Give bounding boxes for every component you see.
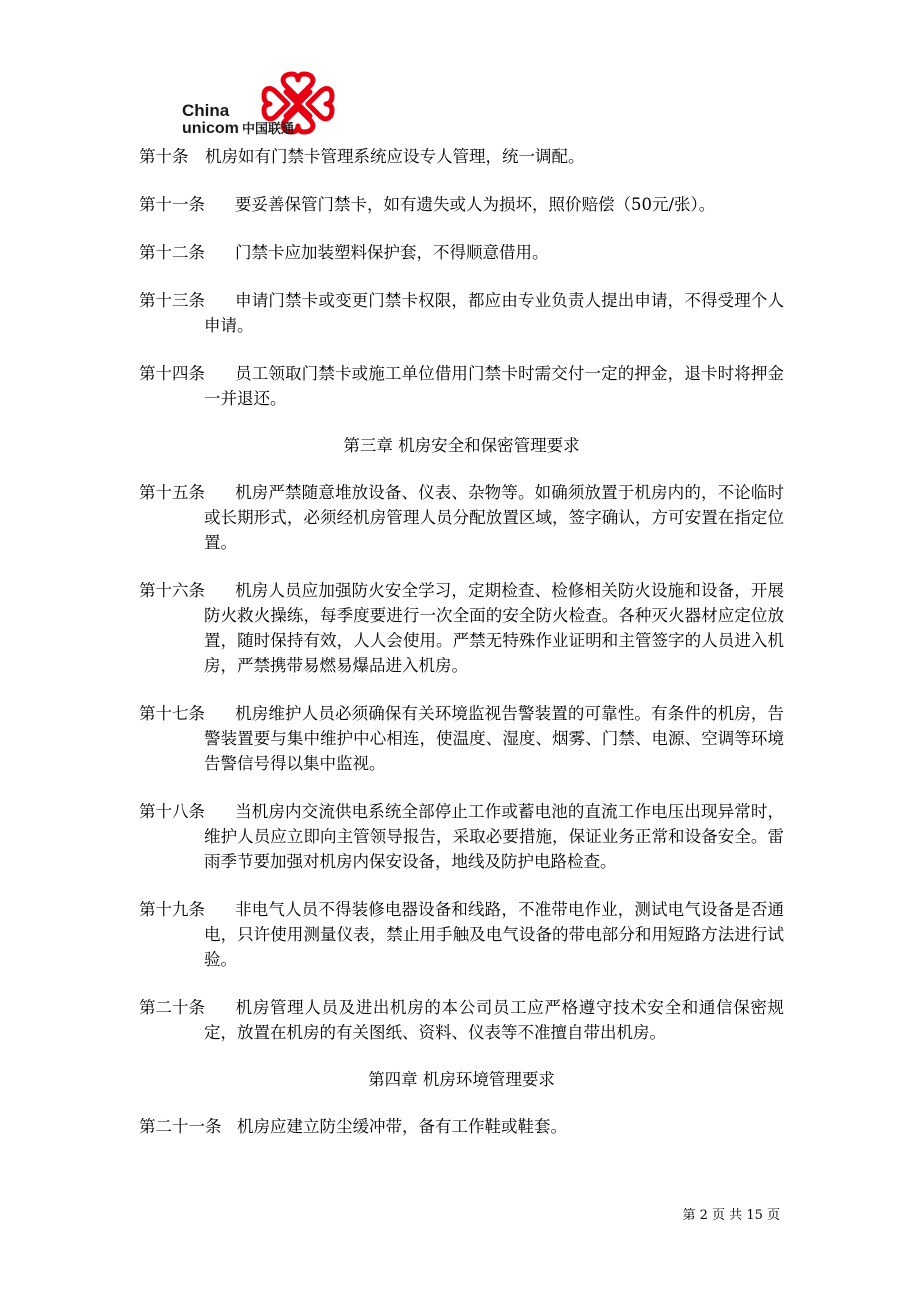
china-unicom-logo: [180, 70, 360, 136]
article-text: 机房如有门禁卡管理系统应设专人管理，统一调配。: [205, 147, 585, 166]
article-14: [139, 361, 784, 411]
article-number: 第十四条: [139, 364, 205, 383]
article-text: 机房管理人员及进出机房的本公司员工应严格遵守技术安全和通信保密规定，放置在机房的有关图纸、资料、仪表等不准擅自带出机房。: [204, 998, 784, 1042]
china-unicom-logo-icon: [180, 70, 360, 136]
article-text: 当机房内交流供电系统全部停止工作或蓄电池的直流工作电压出现异常时，维护人员应立即向主管领导报告，采取必要措施，保证业务正常和设备安全。雷雨季节要加强对机房内保安设备，地线及防护电路检查。: [204, 802, 784, 871]
article-text: 机房维护人员必须确保有关环境监视告警装置的可靠性。有条件的机房，告警装置要与集中维护中心相连，使温度、湿度、烟雾、门禁、电源、空调等环境告警信号得以集中监视。: [204, 704, 784, 773]
page-footer: 第 2 页 共 15 页: [682, 1208, 780, 1223]
article-19: [139, 897, 784, 972]
logo-text-unicom: unicom: [182, 120, 239, 136]
article-text: 门禁卡应加装塑料保护套，不得顺意借用。: [235, 243, 549, 262]
article-number: 第十二条: [139, 243, 205, 262]
article-number: 第十条: [139, 147, 189, 166]
article-10: [139, 144, 784, 169]
article-text: 员工领取门禁卡或施工单位借用门禁卡时需交付一定的押金，退卡时将押金一并退还。: [204, 364, 784, 408]
article-number: 第二十条: [139, 998, 205, 1017]
article-number: 第十一条: [139, 195, 205, 214]
logo-text-cn: 中国联通: [242, 122, 295, 136]
article-text: 申请门禁卡或变更门禁卡权限，都应由专业负责人提出申请，不得受理个人申请。: [204, 291, 784, 335]
article-11: [139, 192, 784, 217]
article-13: [139, 288, 784, 338]
article-text: 机房严禁随意堆放设备、仪表、杂物等。如确须放置于机房内的，不论临时或长期形式，必须经机房管理人员分配放置区域，签字确认，方可安置在指定位置。: [204, 483, 784, 552]
article-12: [139, 240, 784, 265]
article-number: 第十七条: [139, 704, 205, 723]
article-20: [139, 995, 784, 1045]
article-text: 机房应建立防尘缓冲带，备有工作鞋或鞋套。: [237, 1117, 567, 1136]
article-number: 第十三条: [139, 291, 205, 310]
chapter-3-heading: 第三章 机房安全和保密管理要求: [343, 436, 580, 455]
article-number: 第十五条: [139, 483, 205, 502]
article-15: [139, 480, 784, 555]
article-text: 要妥善保管门禁卡，如有遗失或人为损坏，照价赔偿（50元/张）。: [235, 195, 716, 214]
chapter-4-heading: 第四章 机房环境管理要求: [368, 1070, 555, 1089]
article-number: 第十九条: [139, 900, 205, 919]
logo-text-china: China: [182, 101, 230, 120]
article-17: [139, 701, 784, 776]
article-number: 第二十一条: [139, 1117, 222, 1136]
article-text: 非电气人员不得装修电器设备和线路，不准带电作业，测试电气设备是否通电，只许使用测量仪表，禁止用手触及电气设备的带电部分和用短路方法进行试验。: [204, 900, 784, 969]
article-text: 机房人员应加强防火安全学习，定期检查、检修相关防火设施和设备，开展防火救火操练，每季度要进行一次全面的安全防火检查。各种灭火器材应定位放置，随时保持有效，人人会使用。严禁无特殊作业证明和主管签字的人员进入机房，严禁携带易燃易爆品进入机房。: [204, 581, 784, 675]
article-number: 第十八条: [139, 802, 205, 821]
article-21: [139, 1114, 784, 1139]
article-18: [139, 799, 784, 874]
document-body: [139, 144, 784, 1139]
article-number: 第十六条: [139, 581, 205, 600]
article-16: [139, 578, 784, 678]
